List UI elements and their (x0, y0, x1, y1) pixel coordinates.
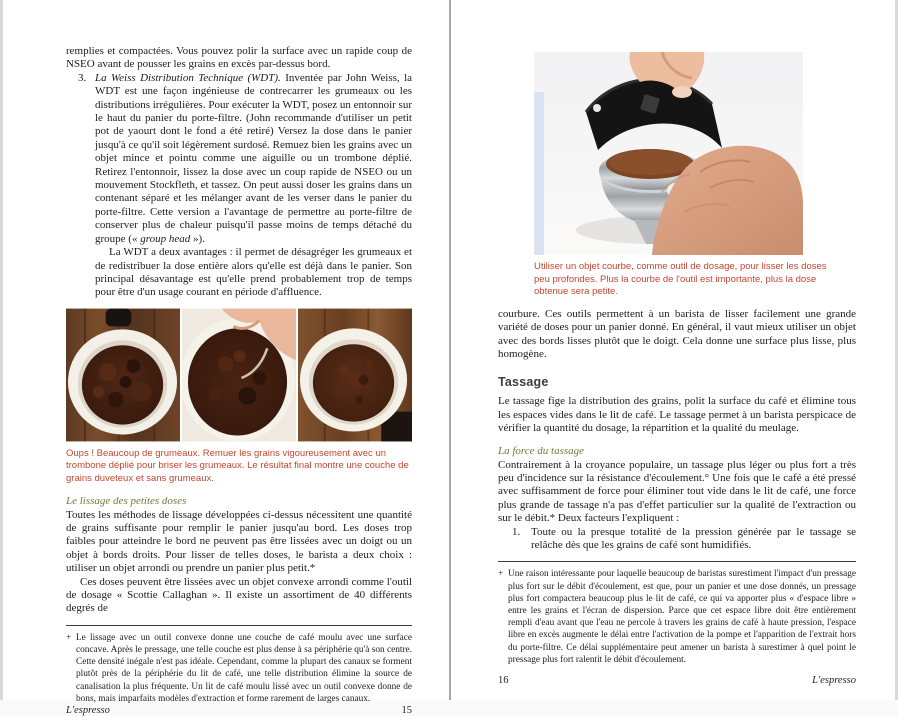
page-16 (451, 0, 894, 700)
wdt-tail-text: »). (190, 232, 205, 245)
numbered-item-pression (498, 526, 856, 553)
subhead-lissage: Le lissage des petites doses (66, 494, 187, 507)
photo-stirring-fingers (182, 308, 296, 442)
footnote-block-right (498, 561, 856, 666)
numbered-item-wdt (66, 72, 412, 246)
item-text: Toute ou la presque totalité de la pression générée par le tassage se relâche dès que les grains de café sont humidifiés. (531, 525, 856, 552)
photo-caption-right: Utiliser un objet courbe, comme outil de dosage, pour lisser les doses peu profondes. Plus la courbe de l'outil est importante, plus la dose obtenue sera petite. (534, 261, 827, 298)
footnote-marker: + (498, 569, 504, 580)
photo-caption-left: Oups ! Beaucoup de grumeaux. Remuer les grains vigoureusement avec un trombone déplié pour briser les grumeaux. Le résultat final montre une couche de grains duveteux et sans grumeaux. (66, 447, 409, 484)
footnote-rule (498, 561, 856, 562)
footnote-marker: + (66, 632, 72, 643)
footnote-rule (66, 625, 412, 626)
paragraph-force: Contrairement à la croyance populaire, un tassage plus léger ou plus fort a très peu d'incidence sur la résistance d'écoulement.° Une fois que le café a été pressé avec suffisamment de force pour éliminer tout vide dans le lit de café, une force plus grande de tassage n'a pas d'effet particulier sur la qualité de l'extraction ou sur le débit.* Deux facteurs l'expliquent : (498, 458, 856, 525)
running-title: L'espresso (812, 675, 856, 686)
footnote-text-right: + Une raison intéressante pour laquelle beaucoup de baristas surestiment l'impact d'un pressage plus fort sur le débit d'écoulement, est que, pour un panier et une dose donnés, un pressage plus fort compactera beaucoup plus le lit de café, ce qui va apporter plus « d'espace libre » entre les grains et l'écran de dispersion. Parce que cet espace libre doit être entièrement rempli d'eau avant que l'eau ne percole à travers les grains de café à haute pression, l'espace libre en excès augmente le délai entre l'activation de la pompe et l'apparition de l'extrait hors du porte-filtre. Ce délai supplémentaire peut amener un barista à surestimer à quel point le pressage plus fort ralentit le débit d'écoulement. (498, 569, 856, 665)
paragraph-wdt-advantages: La WDT a deux avantages : il permet de désagréger les grumeaux et de redistribuer la dose entière alors qu'elle est déjà dans le panier. Son principal désavantage est qu'elle prend probablement trop de temps pour être d'un usage courant en période d'affluence. (95, 246, 412, 299)
subhead-force-tassage: La force du tassage (498, 444, 585, 457)
heading-tassage: Tassage (498, 375, 549, 390)
paragraph-lissage-2: Ces doses peuvent être lissées avec un objet convexe arrondi comme l'outil de dosage « Scottie Callaghan ». Il existe un assortiment de 40 différents degrés de (66, 575, 412, 615)
paragraph-lissage-1: Toutes les méthodes de lissage développées ci-dessus nécessitent une quantité de grains suffisante pour remplir le panier jusqu'au bord. Les doses trop faibles pour atteindre le bord ne peuvent pas être lissées avec un doigt ou un objet à bords droits. Pour lisser de telles doses, le barista a deux choix : utiliser un objet arrondi ou prendre un panier plus petit.* (66, 508, 412, 575)
photo-cup-fluffy (298, 308, 412, 442)
item-number: 3. (78, 71, 87, 84)
item-number: 1. (512, 525, 521, 538)
running-title: L'espresso (66, 704, 110, 716)
paragraph-tassage: Le tassage fige la distribution des grains, polit la surface du café et élimine tous les espaces vides dans le lit de café. Le tassage permet à un barista perspicace de vérifier la quantité du dosage, la répartition et la qualité du meulage. (498, 395, 856, 435)
photo-dosing-tool-wrap (534, 52, 856, 255)
paragraph-intro: remplies et compactées. Vous pouvez polir la surface avec un rapide coup de NSEO avant de pousser les grains en excès par-dessus bord. (66, 45, 412, 71)
footer-right (498, 675, 856, 686)
wdt-body-text: Inventée par John Weiss, la WDT est une façon ingénieuse de contrecarrer les grumeaux ou les distributions irrégulières. Pour exécuter la WDT, posez un entonnoir sur le haut du panier du porte-filtre. (John recommande d'utiliser un petit pot de yaourt dont le fond a été retiré) Versez la dose dans le panier jusqu'à ce qu'il soit légèrement surdosé. Remuez bien les grains avec un objet mince et pointu comme une aiguille ou un trombone déplié. Retirez l'entonnoir, lissez la dose avec un coup rapide de NSEO ou un mouvement Stockfleth, et tassez. On peut aussi doser les grains dans un contenant séparé et les mélanger avant de les verser dans le panier du porte-filtre. Cette version a l'avantage de permettre au porte-filtre de conserver plus de chaleur puisqu'il passe moins de temps détaché du groupe (« (95, 71, 413, 245)
wdt-title-italic: La Weiss Distribution Technique (WDT). (95, 71, 281, 84)
paragraph-courbure: courbure. Ces outils permettent à un barista de lisser facilement une grande variété de doses pour un panier donné. En général, il vaut mieux utiliser un objet avec des bords lisses plutôt que le doigt. Cela donne une surface plus lisse, plus homogène. (498, 307, 856, 360)
photo-cup-lumpy (66, 308, 180, 442)
group-head-italic: group head (140, 232, 191, 245)
footnote-text-left: + Le lissage avec un outil convexe donne une couche de café moulu avec une surface concave. Après le pressage, une telle couche est plus dense à sa périphérie qu'à son centre. Cette densité inégale n'est pas idéale. Cependant, comme la plupart des canaux se forment plutôt près de la périphérie du lit de café, une telle distribution élimine la source de canalisation la plus fréquente. Un lit de café moulu lissé avec un outil convexe donne de bons, mais imparfaits modèles d'extraction et forme rarement de larges canaux. (66, 632, 412, 704)
page-15 (3, 0, 451, 716)
footnote-block-left (66, 625, 412, 705)
page-number: 15 (401, 704, 412, 716)
photo-strip-grumeaux (66, 308, 412, 442)
footer-left (66, 705, 412, 716)
photo-dosing-tool (534, 52, 803, 255)
page-number: 16 (498, 675, 509, 686)
